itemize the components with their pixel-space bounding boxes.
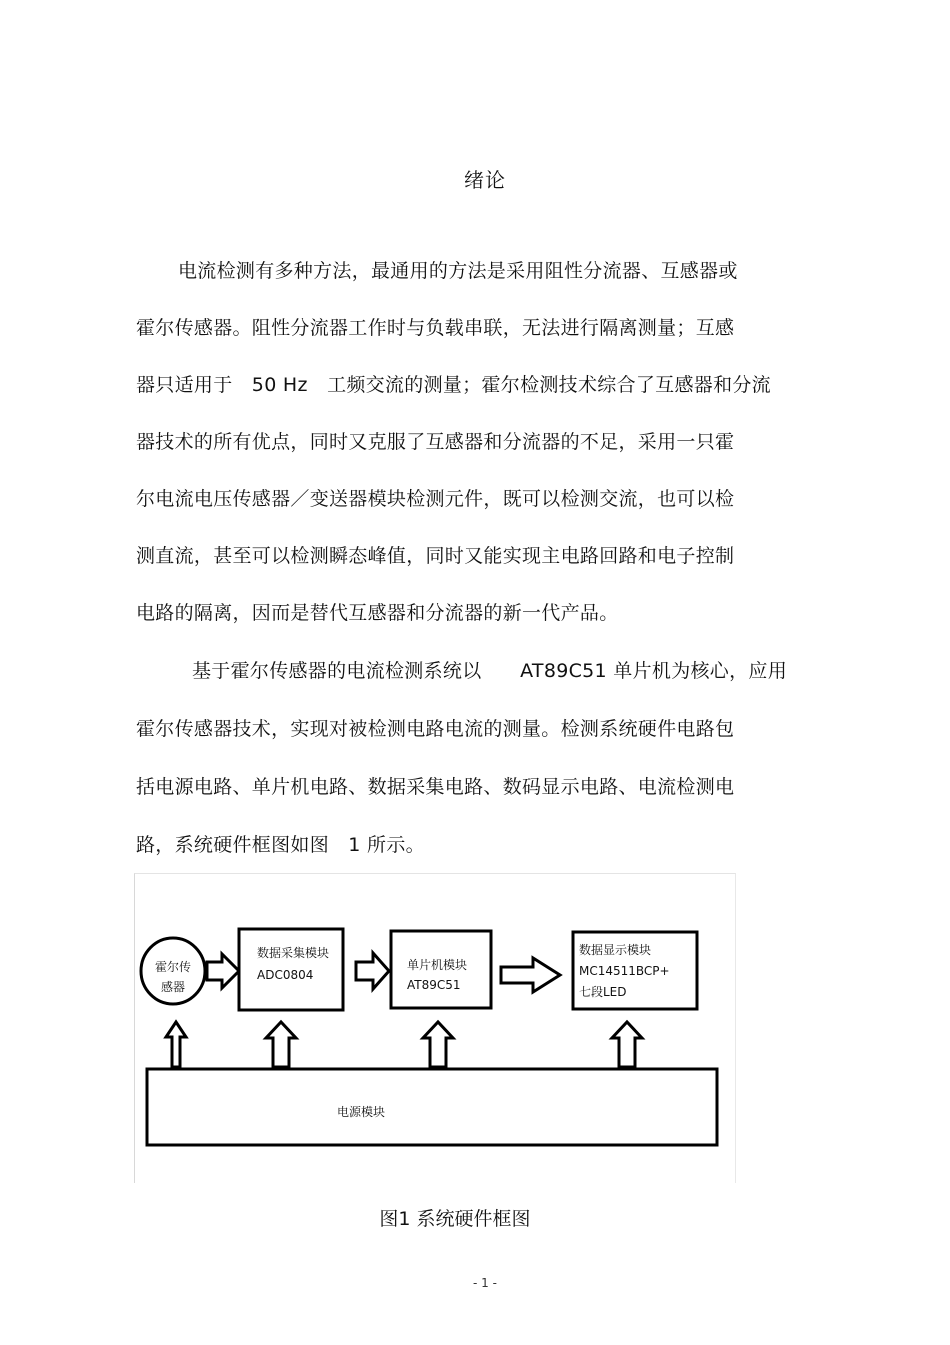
display-module-label-line3: 七段LED <box>579 985 627 999</box>
mcu-module-label-line2: AT89C51 <box>407 978 461 992</box>
paragraph-1-line-1: 电流检测有多种方法，最通用的方法是采用阻性分流器、互感器或 <box>178 260 738 282</box>
paragraph-2-line-2: 霍尔传感器技术，实现对被检测电路电流的测量。检测系统硬件电路包 <box>136 718 735 740</box>
system-hardware-block-diagram <box>134 873 736 1183</box>
page-title: 绪论 <box>464 168 506 192</box>
adc-module-label-line2: ADC0804 <box>257 968 314 982</box>
paragraph-2-line-1: 基于霍尔传感器的电流检测系统以 AT89C51 单片机为核心，应用 <box>192 660 787 682</box>
adc-module-label-line1: 数据采集模块 <box>257 946 330 960</box>
arrow-adc-to-mcu <box>356 953 389 989</box>
arrow-power-to-mcu <box>423 1022 453 1067</box>
display-module-label-line1: 数据显示模块 <box>579 943 652 957</box>
hall-sensor-label-line1: 霍尔传 <box>154 960 192 974</box>
paragraph-2-line-3: 括电源电路、单片机电路、数据采集电路、数码显示电路、电流检测电 <box>136 776 735 798</box>
page-number: - 1 - <box>473 1276 497 1290</box>
power-module-label: 电源模块 <box>337 1105 386 1119</box>
paragraph-2-line-4: 路，系统硬件框图如图 1 所示。 <box>136 834 425 856</box>
figure-caption: 图1 系统硬件框图 <box>379 1208 531 1230</box>
paragraph-1-line-4: 器技术的所有优点，同时又克服了互感器和分流器的不足，采用一只霍 <box>136 431 735 453</box>
paragraph-1-line-7: 电路的隔离，因而是替代互感器和分流器的新一代产品。 <box>136 602 619 624</box>
hall-sensor-label-line2: 感器 <box>160 980 186 994</box>
arrow-power-to-sensor <box>166 1022 186 1067</box>
paragraph-1-line-3: 器只适用于 50 Hz 工频交流的测量；霍尔检测技术综合了互感器和分流 <box>136 374 771 396</box>
power-module-box <box>147 1069 717 1145</box>
arrow-power-to-adc <box>266 1022 296 1067</box>
paragraph-1-line-6: 测直流，甚至可以检测瞬态峰值，同时又能实现主电路回路和电子控制 <box>136 545 735 567</box>
display-module-label-line2: MC14511BCP+ <box>579 964 670 978</box>
paragraph-1-line-5: 尔电流电压传感器／变送器模块检测元件，既可以检测交流，也可以检 <box>136 488 735 510</box>
paragraph-1-line-2: 霍尔传感器。阻性分流器工作时与负载串联，无法进行隔离测量；互感 <box>136 317 735 339</box>
arrow-sensor-to-adc <box>207 954 239 988</box>
arrow-power-to-display <box>612 1022 642 1067</box>
mcu-module-label-line1: 单片机模块 <box>407 958 468 972</box>
arrow-mcu-to-display <box>501 958 560 992</box>
